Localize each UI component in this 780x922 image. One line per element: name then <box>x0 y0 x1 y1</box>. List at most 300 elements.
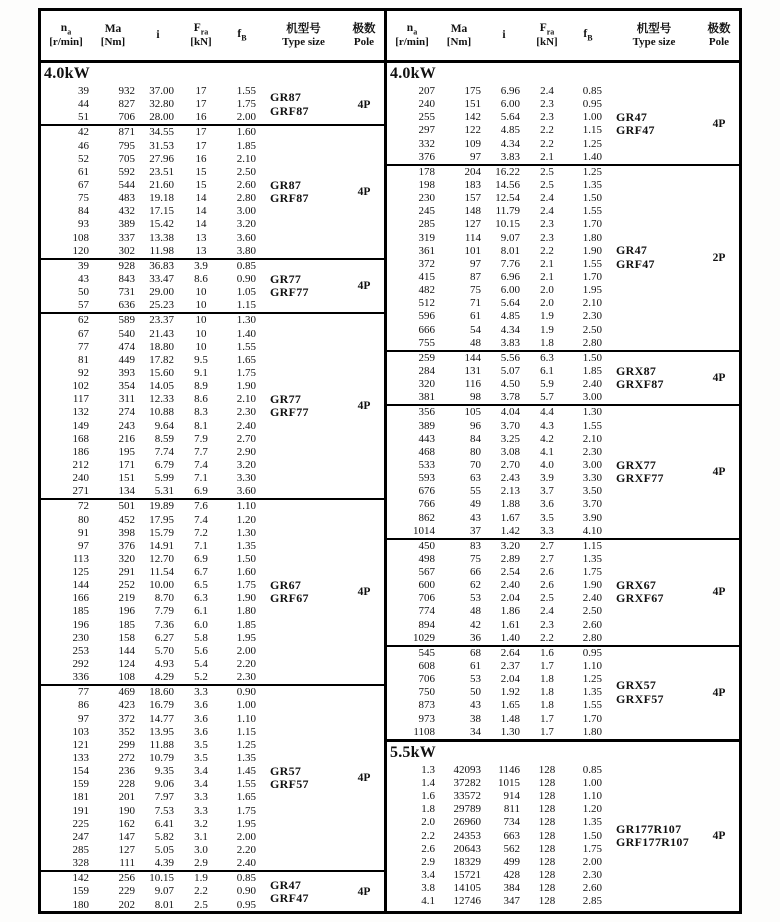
fb-value: 2.50 <box>582 605 602 618</box>
fra-value: 1.6 <box>540 646 554 659</box>
fb-value: 1.60 <box>236 126 256 139</box>
fb-value: 1.00 <box>582 111 602 124</box>
ratio-i-value: 6.96 <box>500 270 520 283</box>
type-size-name: GR47 <box>616 243 648 258</box>
fra-value: 7.7 <box>194 445 208 458</box>
ratio-i-value: 18.80 <box>149 340 174 353</box>
fra-value: 1.9 <box>194 872 208 885</box>
ratio-group <box>41 85 384 124</box>
ratio-i-value: 734 <box>503 816 520 829</box>
fra-value: 7.2 <box>194 526 208 539</box>
ratio-group <box>41 684 384 870</box>
fb-value: 2.40 <box>236 419 256 432</box>
pole-label: 4P <box>357 280 371 293</box>
column-header-2: Ma [Nm] <box>100 22 126 48</box>
fra-value: 15 <box>195 178 207 191</box>
fb-value: 1.65 <box>236 353 256 366</box>
ma-value: 474 <box>118 340 135 353</box>
fra-value: 4.4 <box>540 406 554 419</box>
fb-value: 2.80 <box>582 336 602 349</box>
fra-value: 8.6 <box>194 393 208 406</box>
fb-value: 2.20 <box>236 658 256 671</box>
fb-value: 1.00 <box>236 699 256 712</box>
ratio-i-value: 1.42 <box>500 524 520 537</box>
ma-value: 501 <box>118 500 135 513</box>
ma-value: 61 <box>470 660 481 673</box>
ratio-i-value: 5.64 <box>500 111 520 124</box>
ma-value: 483 <box>118 192 135 205</box>
fra-value: 3.9 <box>540 472 554 485</box>
ma-value: 274 <box>118 406 135 419</box>
fb-value: 1.25 <box>582 137 602 150</box>
na-value: 44 <box>78 98 89 111</box>
type-size-name: GR77 <box>270 271 302 286</box>
ratio-i-value: 19.18 <box>149 192 174 205</box>
fb-value: 1.40 <box>236 327 256 340</box>
ratio-group <box>41 498 384 684</box>
na-value: 62 <box>78 314 89 327</box>
fra-value: 3.5 <box>194 752 208 765</box>
ratio-i-value: 2.13 <box>500 485 520 498</box>
fb-value: 2.30 <box>582 869 602 882</box>
fra-value: 2.5 <box>540 165 554 178</box>
ma-value: 42 <box>470 618 481 631</box>
ratio-group <box>387 404 739 537</box>
fra-value: 1.7 <box>540 660 554 673</box>
na-value: 77 <box>78 686 89 699</box>
ratio-i-value: 5.56 <box>500 351 520 364</box>
fra-value: 3.2 <box>194 817 208 830</box>
ratio-i-value: 6.00 <box>500 284 520 297</box>
fra-value: 9.1 <box>194 366 208 379</box>
na-value: 755 <box>418 336 435 349</box>
ma-value: 151 <box>118 472 135 485</box>
ma-value: 928 <box>118 259 135 272</box>
fb-value: 3.00 <box>582 458 602 471</box>
fra-value: 128 <box>538 842 556 855</box>
type-size-label <box>263 260 344 313</box>
pole-label: 4P <box>712 118 726 131</box>
na-value: 1.4 <box>421 777 435 790</box>
ratio-i-value: 2.04 <box>500 673 520 686</box>
type-size-name: GR57 <box>270 763 302 778</box>
fra-value: 3.6 <box>194 712 208 725</box>
ma-value: 352 <box>118 725 135 738</box>
type-size-name: GRF47 <box>616 256 655 271</box>
right-table <box>387 11 739 911</box>
ratio-i-value: 9.07 <box>500 231 520 244</box>
ma-value: 158 <box>118 631 135 644</box>
fra-value: 14 <box>195 205 207 218</box>
ratio-i-value: 3.20 <box>500 539 520 552</box>
ma-value: 452 <box>118 513 135 526</box>
fra-value: 3.0 <box>194 844 208 857</box>
na-value: 80 <box>78 513 89 526</box>
fb-value: 3.30 <box>236 472 256 485</box>
type-size-name: GR77 <box>270 391 302 406</box>
fb-value: 2.30 <box>582 445 602 458</box>
ratio-i-value: 428 <box>503 869 520 882</box>
ma-value: 185 <box>118 618 135 631</box>
fra-value: 5.9 <box>540 378 554 391</box>
ratio-i-value: 4.93 <box>154 658 174 671</box>
na-value: 512 <box>418 297 435 310</box>
ratio-i-value: 37.00 <box>149 85 174 97</box>
fb-value: 1.85 <box>582 364 602 377</box>
fb-value: 1.85 <box>236 618 256 631</box>
ma-value: 15721 <box>453 869 481 882</box>
fb-value: 1.90 <box>582 579 602 592</box>
na-value: 92 <box>78 366 89 379</box>
ratio-i-value: 8.59 <box>154 432 174 445</box>
fra-value: 5.6 <box>194 644 208 657</box>
fb-value: 2.00 <box>582 855 602 868</box>
fra-value: 6.7 <box>194 566 208 579</box>
ratio-i-value: 5.82 <box>154 830 174 843</box>
ratio-i-value: 1.65 <box>500 699 520 712</box>
fra-value: 6.1 <box>540 364 554 377</box>
ratio-i-value: 6.00 <box>500 98 520 111</box>
na-value: 51 <box>78 111 89 124</box>
fb-value: 1.10 <box>582 660 602 673</box>
ratio-i-value: 28.00 <box>149 111 174 124</box>
ratio-i-value: 21.60 <box>149 178 174 191</box>
column-header-4: $F_{ra}$ [kN] <box>190 21 212 49</box>
na-value: 533 <box>418 458 435 471</box>
ma-value: 636 <box>118 299 135 312</box>
type-size-name: GRXF57 <box>616 691 664 706</box>
na-value: 81 <box>78 353 89 366</box>
na-value: 198 <box>418 178 435 191</box>
ratio-i-value: 7.79 <box>154 605 174 618</box>
pole-label: 4P <box>357 98 371 111</box>
fb-value: 2.70 <box>236 432 256 445</box>
ratio-group <box>41 312 384 498</box>
ratio-i-value: 3.70 <box>500 419 520 432</box>
fb-value: 2.40 <box>582 378 602 391</box>
fra-value: 3.1 <box>194 830 208 843</box>
ratio-i-value: 12.54 <box>495 192 520 205</box>
fra-value: 1.9 <box>540 310 554 323</box>
type-size-name: GRF177R107 <box>616 835 689 850</box>
ma-value: 80 <box>470 445 481 458</box>
ma-value: 147 <box>118 830 135 843</box>
fb-value: 2.30 <box>236 671 256 684</box>
na-value: 185 <box>72 605 89 618</box>
ma-value: 24353 <box>453 829 481 842</box>
ratio-i-value: 4.29 <box>154 671 174 684</box>
fb-value: 3.80 <box>236 244 256 257</box>
na-value: 319 <box>418 231 435 244</box>
fra-value: 2.0 <box>540 297 554 310</box>
na-value: 77 <box>78 340 89 353</box>
na-value: 86 <box>78 699 89 712</box>
na-value: 443 <box>418 432 435 445</box>
fra-value: 7.4 <box>194 513 208 526</box>
ma-value: 157 <box>464 192 481 205</box>
type-size-label <box>263 314 344 498</box>
fra-value: 9.5 <box>194 353 208 366</box>
ma-value: 544 <box>118 178 135 191</box>
fb-value: 1.55 <box>236 85 256 97</box>
fb-value: 3.50 <box>582 485 602 498</box>
fb-value: 0.90 <box>236 272 256 285</box>
type-size-name: GRX57 <box>616 678 657 693</box>
fb-value: 3.90 <box>582 511 602 524</box>
na-value: 4.1 <box>421 895 435 908</box>
fra-value: 17 <box>195 98 207 111</box>
column-header-5: $f_B$ <box>583 28 593 43</box>
ma-value: 843 <box>118 272 135 285</box>
fra-value: 2.7 <box>540 539 554 552</box>
ratio-group <box>41 258 384 313</box>
fra-value: 128 <box>538 790 556 803</box>
na-value: 567 <box>418 566 435 579</box>
fra-value: 128 <box>538 869 556 882</box>
ma-value: 871 <box>118 126 135 139</box>
ratio-i-value: 663 <box>503 829 520 842</box>
ratio-i-value: 15.60 <box>149 366 174 379</box>
ma-value: 175 <box>464 85 481 97</box>
ratio-i-value: 14.05 <box>149 380 174 393</box>
type-size-label <box>609 540 699 645</box>
fra-value: 1.8 <box>540 699 554 712</box>
na-value: 180 <box>72 898 89 911</box>
fra-value: 3.5 <box>194 738 208 751</box>
ma-value: 393 <box>118 366 135 379</box>
fb-value: 3.20 <box>236 218 256 231</box>
na-value: 774 <box>418 605 435 618</box>
ratio-i-value: 3.78 <box>500 391 520 404</box>
ratio-i-value: 36.83 <box>149 259 174 272</box>
ratio-i-value: 17.15 <box>149 205 174 218</box>
ma-value: 38 <box>470 712 481 725</box>
fb-value: 0.85 <box>582 763 602 776</box>
ratio-i-value: 15.42 <box>149 218 174 231</box>
na-value: 207 <box>418 85 435 97</box>
fra-value: 2.4 <box>540 205 554 218</box>
fra-value: 3.4 <box>194 765 208 778</box>
ma-value: 20643 <box>453 842 481 855</box>
pole-label: 4P <box>712 686 726 699</box>
fb-value: 1.50 <box>582 192 602 205</box>
ratio-group <box>387 350 739 405</box>
type-size-name: GR67 <box>270 577 302 592</box>
na-value: 245 <box>418 205 435 218</box>
ma-value: 228 <box>118 778 135 791</box>
ma-value: 33572 <box>453 790 481 803</box>
fb-value: 1.55 <box>582 257 602 270</box>
fb-value: 1.70 <box>582 218 602 231</box>
fb-value: 1.80 <box>582 231 602 244</box>
fra-value: 14 <box>195 218 207 231</box>
type-size-name: GRXF77 <box>616 471 664 486</box>
ma-value: 48 <box>470 605 481 618</box>
fra-value: 13 <box>195 231 207 244</box>
na-value: 212 <box>72 458 89 471</box>
type-size-name: GRF77 <box>270 285 309 300</box>
fb-value: 1.50 <box>236 552 256 565</box>
fra-value: 10 <box>195 327 207 340</box>
fra-value: 128 <box>538 763 556 776</box>
fb-value: 1.35 <box>582 178 602 191</box>
type-size-label <box>609 352 699 405</box>
ma-value: 75 <box>470 552 481 565</box>
na-value: 285 <box>72 844 89 857</box>
fra-value: 17 <box>195 85 207 97</box>
ma-value: 43 <box>470 511 481 524</box>
ratio-i-value: 4.50 <box>500 378 520 391</box>
na-value: 271 <box>72 485 89 498</box>
fb-value: 0.85 <box>236 259 256 272</box>
left-table-body <box>41 63 384 911</box>
ratio-i-value: 1.88 <box>500 498 520 511</box>
fb-value: 1.75 <box>236 579 256 592</box>
na-value: 103 <box>72 725 89 738</box>
type-size-label <box>609 764 699 909</box>
fb-value: 2.00 <box>236 644 256 657</box>
column-header-2: Ma [Nm] <box>446 22 472 48</box>
ma-value: 97 <box>470 150 481 163</box>
ma-value: 75 <box>470 284 481 297</box>
ratio-i-value: 27.96 <box>149 152 174 165</box>
fra-value: 2.6 <box>540 566 554 579</box>
ratio-i-value: 14.77 <box>149 712 174 725</box>
fra-value: 7.9 <box>194 432 208 445</box>
na-value: 191 <box>72 804 89 817</box>
fra-value: 13 <box>195 244 207 257</box>
na-value: 356 <box>418 406 435 419</box>
ratio-i-value: 3.08 <box>500 445 520 458</box>
fra-value: 6.9 <box>194 552 208 565</box>
ratio-i-value: 4.04 <box>500 406 520 419</box>
type-size-label <box>263 686 344 870</box>
fra-value: 2.6 <box>540 579 554 592</box>
na-value: 482 <box>418 284 435 297</box>
na-value: 545 <box>418 646 435 659</box>
fra-value: 3.7 <box>540 485 554 498</box>
ratio-i-value: 3.25 <box>500 432 520 445</box>
ma-value: 423 <box>118 699 135 712</box>
power-section <box>387 739 739 909</box>
na-value: 61 <box>78 165 89 178</box>
fra-value: 6.9 <box>194 485 208 498</box>
fb-value: 2.60 <box>582 882 602 895</box>
fra-value: 17 <box>195 126 207 139</box>
ratio-i-value: 12.70 <box>149 552 174 565</box>
fb-value: 1.55 <box>582 419 602 432</box>
fb-value: 1.30 <box>236 314 256 327</box>
type-size-name: GRF47 <box>616 123 655 138</box>
fra-value: 128 <box>538 855 556 868</box>
ma-value: 36 <box>470 631 481 644</box>
fb-value: 1.30 <box>582 406 602 419</box>
ma-value: 204 <box>464 165 481 178</box>
type-size-name: GRX77 <box>616 457 657 472</box>
fb-value: 3.60 <box>236 231 256 244</box>
fra-value: 2.5 <box>540 178 554 191</box>
column-header-6: 机型号 Type size <box>282 22 325 48</box>
ma-value: 53 <box>470 592 481 605</box>
ma-value: 243 <box>118 419 135 432</box>
fra-value: 2.4 <box>540 192 554 205</box>
pole-label: 4P <box>357 586 371 599</box>
na-value: 498 <box>418 552 435 565</box>
fb-value: 3.30 <box>582 472 602 485</box>
fra-value: 3.5 <box>540 511 554 524</box>
fra-value: 4.2 <box>540 432 554 445</box>
ratio-i-value: 3.83 <box>500 150 520 163</box>
ma-value: 196 <box>118 605 135 618</box>
ratio-i-value: 6.79 <box>154 458 174 471</box>
na-value: 1.6 <box>421 790 435 803</box>
na-value: 159 <box>72 885 89 898</box>
na-value: 1.8 <box>421 803 435 816</box>
ratio-i-value: 499 <box>503 855 520 868</box>
pole-label: 4P <box>712 830 726 843</box>
fb-value: 2.85 <box>582 895 602 908</box>
ratio-i-value: 13.38 <box>149 231 174 244</box>
ratio-i-value: 19.89 <box>149 500 174 513</box>
ma-value: 706 <box>118 111 135 124</box>
fb-value: 1.75 <box>582 566 602 579</box>
type-size-label <box>263 85 344 124</box>
ratio-i-value: 5.31 <box>154 485 174 498</box>
fra-value: 10 <box>195 314 207 327</box>
type-size-name: GR47 <box>270 877 302 892</box>
column-header-3: i <box>156 29 160 41</box>
fra-value: 10 <box>195 299 207 312</box>
na-value: 67 <box>78 327 89 340</box>
ratio-group <box>387 764 739 909</box>
na-value: 39 <box>78 85 89 97</box>
fb-value: 3.60 <box>236 485 256 498</box>
ma-value: 705 <box>118 152 135 165</box>
ma-value: 114 <box>464 231 481 244</box>
na-value: 320 <box>418 378 435 391</box>
fb-value: 1.75 <box>236 98 256 111</box>
na-value: 102 <box>72 380 89 393</box>
ma-value: 183 <box>464 178 481 191</box>
fb-value: 3.20 <box>236 458 256 471</box>
ratio-i-value: 914 <box>503 790 520 803</box>
ma-value: 134 <box>118 485 135 498</box>
ratio-i-value: 11.88 <box>149 738 174 751</box>
ratio-i-value: 1.30 <box>500 725 520 738</box>
fb-value: 2.80 <box>582 631 602 644</box>
na-value: 766 <box>418 498 435 511</box>
fb-value: 3.00 <box>236 205 256 218</box>
na-value: 292 <box>72 658 89 671</box>
type-size-label <box>263 872 344 911</box>
ratio-i-value: 384 <box>503 882 520 895</box>
type-size-name: GR177R107 <box>616 821 682 836</box>
fb-value: 2.60 <box>582 618 602 631</box>
fb-value: 1.30 <box>236 526 256 539</box>
ratio-i-value: 562 <box>503 842 520 855</box>
na-value: 361 <box>418 244 435 257</box>
fra-value: 2.4 <box>540 85 554 97</box>
type-size-name: GRXF67 <box>616 591 664 606</box>
ma-value: 337 <box>118 231 135 244</box>
ma-value: 96 <box>470 419 481 432</box>
na-value: 328 <box>72 857 89 870</box>
fb-value: 3.00 <box>582 391 602 404</box>
ma-value: 127 <box>464 218 481 231</box>
ratio-i-value: 7.36 <box>154 618 174 631</box>
na-value: 706 <box>418 673 435 686</box>
ratio-i-value: 31.53 <box>149 139 174 152</box>
